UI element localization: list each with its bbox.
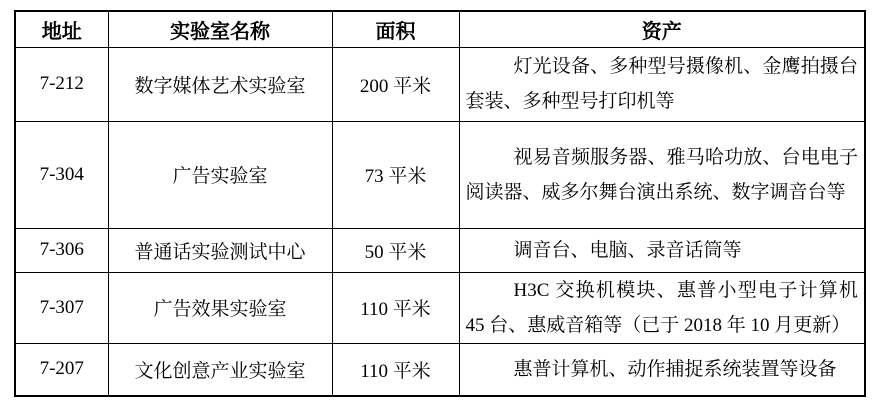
area-cell: 50 平米 <box>332 228 459 272</box>
area-cell: 110 平米 <box>332 343 459 396</box>
assets-text: 惠普计算机、动作捕捉系统装置等设备 <box>513 358 837 380</box>
address-cell: 7-306 <box>15 228 108 272</box>
assets-cell <box>459 228 865 272</box>
assets-text: H3C 交换机模块、惠普小型电子计算机 45 台、惠威音箱等（已于 2018 年 10 月更新） <box>465 279 858 336</box>
table-row <box>15 228 865 272</box>
address-cell: 7-307 <box>15 272 108 343</box>
header-lab-name: 实验室名称 <box>108 11 332 47</box>
lab-name-cell: 文化创意产业实验室 <box>108 343 332 396</box>
header-row <box>15 11 865 47</box>
table-row <box>15 121 865 228</box>
area-cell: 73 平米 <box>332 121 459 228</box>
lab-name-cell: 普通话实验测试中心 <box>108 228 332 272</box>
lab-assets-table <box>14 10 866 397</box>
table-row <box>15 47 865 121</box>
assets-cell <box>459 343 865 396</box>
address-cell: 7-304 <box>15 121 108 228</box>
header-assets: 资产 <box>459 11 865 47</box>
table-row <box>15 343 865 396</box>
header-area: 面积 <box>332 11 459 47</box>
area-cell: 110 平米 <box>332 272 459 343</box>
area-cell: 200 平米 <box>332 47 459 121</box>
assets-cell <box>459 272 865 343</box>
assets-text: 灯光设备、多种型号摄像机、金鹰拍摄台套装、多种型号打印机等 <box>465 56 858 112</box>
table-row <box>15 272 865 343</box>
assets-text: 视易音频服务器、雅马哈功放、台电电子阅读器、威多尔舞台演出系统、数字调音台等 <box>465 146 858 203</box>
lab-name-cell: 数字媒体艺术实验室 <box>108 47 332 121</box>
address-cell: 7-207 <box>15 343 108 396</box>
header-address: 地址 <box>15 11 108 47</box>
lab-name-cell: 广告实验室 <box>108 121 332 228</box>
assets-text: 调音台、电脑、录音话筒等 <box>513 239 742 261</box>
lab-name-cell: 广告效果实验室 <box>108 272 332 343</box>
assets-cell <box>459 47 865 121</box>
address-cell: 7-212 <box>15 47 108 121</box>
assets-cell <box>459 121 865 228</box>
